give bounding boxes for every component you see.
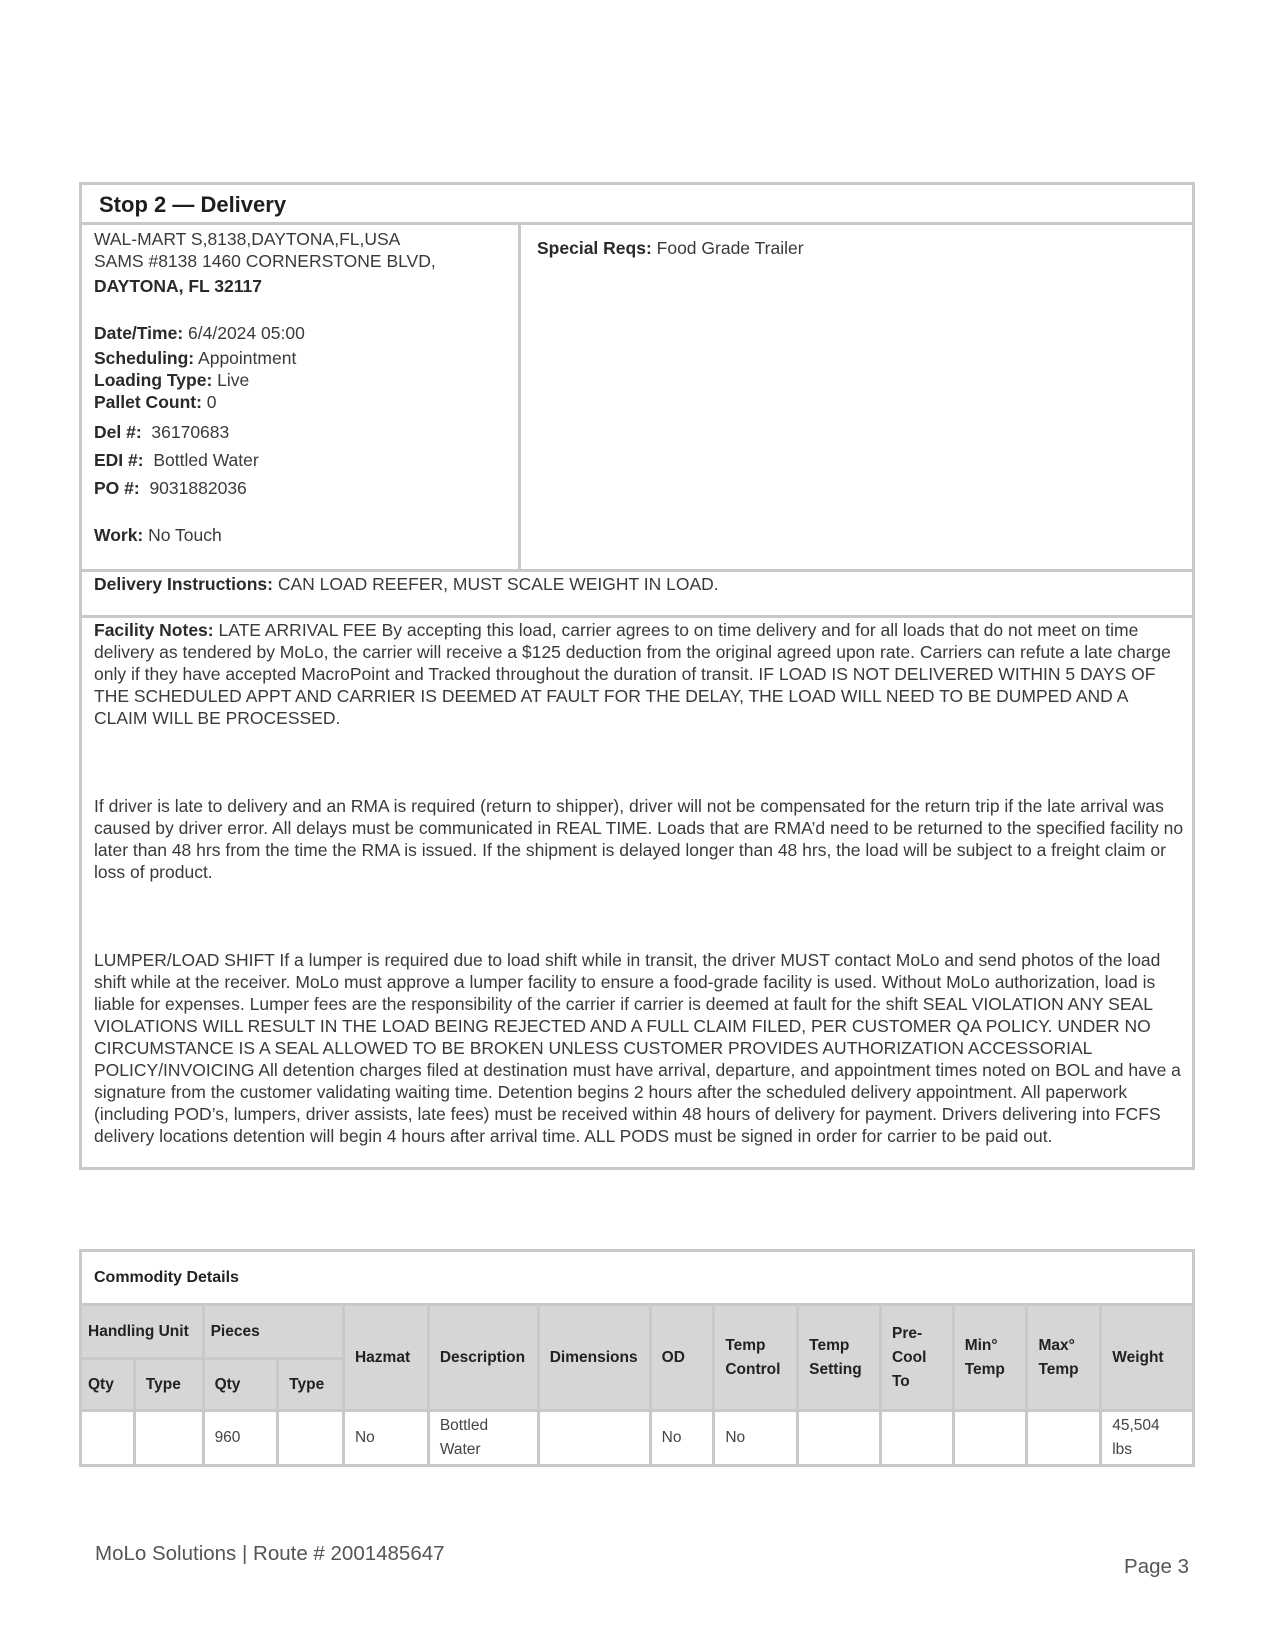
table-row (81, 1411, 1194, 1466)
header-description: Description (428, 1305, 538, 1411)
cell-hazmat: No (343, 1411, 428, 1466)
header-dimensions: Dimensions (538, 1305, 650, 1411)
cell-dimensions (538, 1411, 650, 1466)
cell-description: Bottled Water (428, 1411, 538, 1466)
edi-num-field (94, 449, 518, 471)
stop-details-row (82, 225, 1192, 572)
edi-num-value: Bottled Water (153, 450, 259, 470)
special-reqs-label: Special Reqs: (537, 238, 652, 258)
header-temp-control: Temp Control (714, 1305, 798, 1411)
pallet-count-value: 0 (206, 392, 217, 412)
cell-temp-setting (798, 1411, 881, 1466)
header-hu-type: Type (134, 1359, 203, 1411)
scheduling-value: Appointment (198, 348, 297, 368)
delivery-instructions-row (82, 572, 1192, 618)
work-label: Work: (94, 525, 144, 545)
stop-address-column (82, 225, 521, 569)
po-num-value: 9031882036 (149, 478, 247, 498)
edi-num-label: EDI #: (94, 450, 144, 470)
cell-max-temp (1027, 1411, 1101, 1466)
header-min-temp: Min° Temp (953, 1305, 1027, 1411)
cell-weight: 45,504 lbs (1101, 1411, 1194, 1466)
city-state-zip: DAYTONA, FL 32117 (94, 276, 262, 296)
commodity-details-title: Commodity Details (81, 1251, 1194, 1305)
footer-route: MoLo Solutions | Route # 2001485647 (95, 1542, 445, 1565)
stop-header: Stop 2 — Delivery (82, 185, 1192, 225)
po-num-label: PO #: (94, 478, 140, 498)
loading-type-field (94, 369, 518, 391)
po-num-field (94, 477, 518, 499)
del-num-value: 36170683 (151, 422, 230, 442)
scheduling-label: Scheduling: (94, 348, 195, 368)
header-pieces-type: Type (278, 1359, 344, 1411)
footer-page-number: Page 3 (1124, 1555, 1189, 1578)
cell-pieces-type (278, 1411, 344, 1466)
address-line-1: WAL-MART S,8138,DAYTONA,FL,USA (94, 229, 401, 249)
del-num-label: Del #: (94, 422, 142, 442)
loading-type-label: Loading Type: (94, 370, 213, 390)
header-hazmat: Hazmat (343, 1305, 428, 1411)
date-time-value: 6/4/2024 05:00 (188, 323, 305, 343)
facility-notes-para-3: LUMPER/LOAD SHIFT If a lumper is required due to load shift while in transit, the driver MUST contact MoLo and send photos of the load shift while at the receiver. MoLo must approve a lumper facility to ensure a food-grade facility is used. Without MoLo authorization, load is liable for expenses. Lumper fees are the responsibility of the carrier if carrier is deemed at fault for the shift SEAL VIOLATION ANY SEAL VIOLATIONS WILL RESULT IN THE LOAD BEING REJECTED AND A FULL CLAIM FILED, PER CUSTOMER QA POLICY. UNDER NO CIRCUMSTANCE IS A SEAL ALLOWED TO BE BROKEN UNLESS CUSTOMER PROVIDES AUTHORIZATION ACCESSORIAL POLICY/INVOICING All detention charges filed at destination must have arrival, departure, and appointment times noted on BOL and have a signature from the customer validating waiting time. Detention begins 2 hours after the scheduled delivery appointment. All paperwork (including POD’s, lumpers, driver assists, late fees) must be received within 48 hours of delivery for payment. Drivers delivering into FCFS delivery locations detention will begin 4 hours after arrival time. ALL PODS must be signed in order for carrier to be paid out. (94, 950, 1181, 1146)
header-od: OD (650, 1305, 714, 1411)
header-hu-qty: Qty (81, 1359, 135, 1411)
loading-type-value: Live (217, 370, 250, 390)
stop-delivery-section (79, 182, 1195, 1170)
header-pieces-qty: Qty (203, 1359, 278, 1411)
facility-notes-para-2: If driver is late to delivery and an RMA is required (return to shipper), driver will not be compensated for the return trip if the late arrival was caused by driver error. All delays must be communicated in REAL TIME. Loads that are RMA’d need to be returned to the specified facility no later than 48 hrs from the time the RMA is issued. If the shipment is delayed longer than 48 hrs, the load will be subject to a freight claim or loss of product. (94, 796, 1184, 882)
cell-min-temp (953, 1411, 1027, 1466)
header-max-temp: Max° Temp (1027, 1305, 1101, 1411)
delivery-instructions-label: Delivery Instructions: (94, 574, 273, 594)
facility-notes-text-1: LATE ARRIVAL FEE By accepting this load, carrier agrees to on time delivery and for all loads that do not meet on time delivery as tendered by MoLo, the carrier will receive a $125 deduction from the original agreed upon rate. Carriers can refute a late charge only if they have accepted MacroPoint and Tracked throughout the duration of transit. IF LOAD IS NOT DELIVERED WITHIN 5 DAYS OF THE SCHEDULED APPT AND CARRIER IS DEEMED AT FAULT FOR THE DELAY, THE LOAD WILL NEED TO BE DUMPED AND A CLAIM WILL BE PROCESSED. (94, 620, 1171, 728)
cell-pieces-qty: 960 (203, 1411, 278, 1466)
commodity-details-table (79, 1249, 1195, 1467)
pallet-count-field (94, 391, 518, 413)
special-reqs-value: Food Grade Trailer (656, 238, 804, 258)
cell-pre-cool (880, 1411, 953, 1466)
cell-od: No (650, 1411, 714, 1466)
del-num-field (94, 421, 518, 443)
delivery-instructions-value: CAN LOAD REEFER, MUST SCALE WEIGHT IN LOAD. (277, 574, 719, 594)
pallet-count-label: Pallet Count: (94, 392, 202, 412)
date-time-label: Date/Time: (94, 323, 184, 343)
cell-hu-qty (81, 1411, 135, 1466)
header-pre-cool: Pre-Cool To (880, 1305, 953, 1411)
facility-notes-para-1 (94, 619, 1184, 729)
address-line-2: SAMS #8138 1460 CORNERSTONE BLVD, (94, 251, 436, 271)
work-value: No Touch (148, 525, 222, 545)
special-reqs-column (521, 225, 1192, 569)
work-field (94, 524, 518, 546)
cell-temp-control: No (714, 1411, 798, 1466)
date-time-field (94, 322, 518, 344)
facility-notes-label: Facility Notes: (94, 620, 214, 640)
header-weight: Weight (1101, 1305, 1194, 1411)
header-handling-unit: Handling Unit (81, 1305, 204, 1359)
scheduling-field (94, 347, 518, 369)
facility-notes (82, 618, 1192, 1147)
header-pieces: Pieces (203, 1305, 343, 1359)
header-temp-setting: Temp Setting (798, 1305, 881, 1411)
cell-hu-type (134, 1411, 203, 1466)
